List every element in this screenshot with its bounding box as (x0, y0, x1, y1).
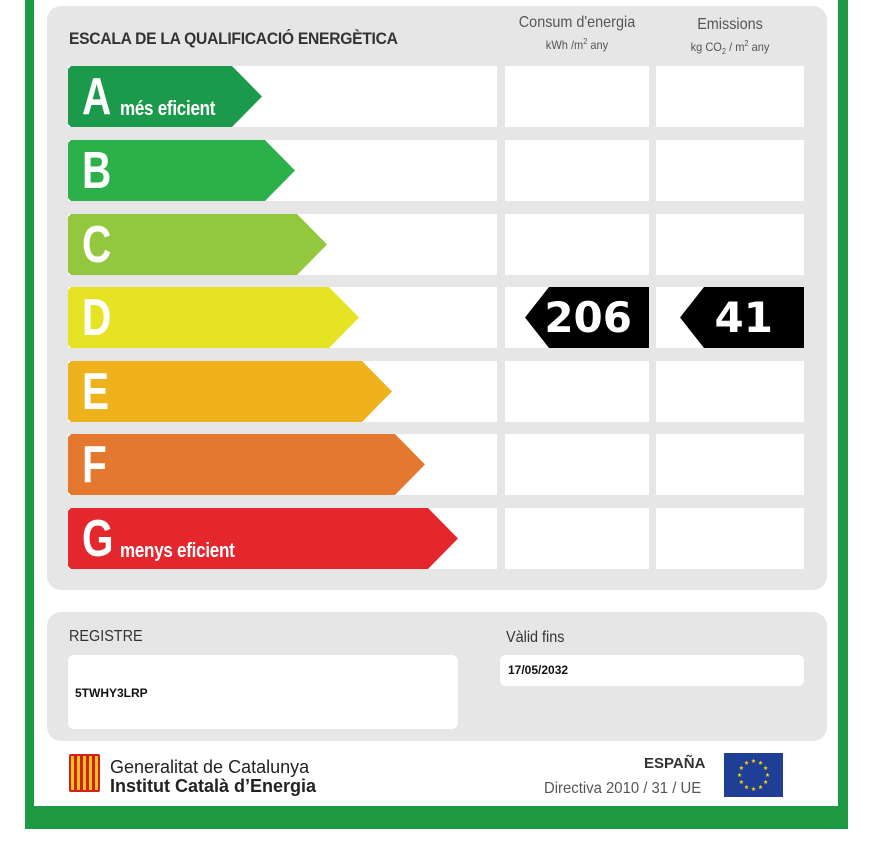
class-arrow-c (68, 214, 327, 275)
emissions-cell-c (656, 214, 804, 275)
class-letter: D (82, 289, 112, 347)
consum-cell-e (505, 361, 649, 422)
emissions-indicator (680, 287, 804, 348)
directive-label: Directiva 2010 / 31 / UE (544, 780, 702, 797)
emissions-cell-f (656, 434, 804, 495)
class-sublabel: menys eficient (120, 540, 235, 562)
scale-title: ESCALA DE LA QUALIFICACIÓ ENERGÈTICA (69, 29, 398, 48)
class-arrow-b (68, 140, 295, 201)
emissions-cell-e (656, 361, 804, 422)
class-arrow-d (68, 287, 359, 348)
country-label: ESPAÑA (644, 755, 706, 772)
emissions-cell-b (656, 140, 804, 201)
class-letter: F (82, 436, 107, 494)
class-arrow-a (68, 66, 262, 127)
emissions-unit: kg $CO_2 / m^2$ any (690, 39, 770, 56)
emissions-indicator-value: 41 (714, 293, 773, 342)
class-letter: E (82, 363, 110, 421)
class-arrow-e (68, 361, 392, 422)
class-letter: B (82, 142, 112, 200)
emissions-title: Emissions (697, 16, 763, 33)
consum-indicator-value: 206 (544, 293, 632, 342)
org-name-line2: Institut Català d’Energia (110, 776, 317, 796)
valid-until-value: 17/05/2032 (508, 663, 569, 677)
emissions-cell-g (656, 508, 804, 569)
class-letter: A (82, 68, 112, 126)
catalan-flag-icon (69, 754, 100, 792)
registre-label: REGISTRE (69, 628, 143, 645)
org-name-line1: Generalitat de Catalunya (110, 757, 310, 777)
consum-cell-g (505, 508, 649, 569)
valid-until-label: Vàlid fins (506, 629, 565, 646)
consum-cell-f (505, 434, 649, 495)
consum-cell-a (505, 66, 649, 127)
class-letter: C (82, 216, 112, 274)
consum-indicator (525, 287, 649, 348)
class-sublabel: més eficient (120, 98, 216, 120)
emissions-column-header (656, 16, 804, 56)
class-arrow-f (68, 434, 425, 495)
consum-unit: kWh $/m^2$ any (545, 37, 609, 52)
consum-title: Consum d'energia (518, 14, 636, 31)
eu-flag-icon (724, 753, 783, 797)
class-arrow-g (68, 508, 458, 569)
class-letter: G (82, 510, 114, 568)
registre-value: 5TWHY3LRP (75, 686, 148, 700)
consum-column-header (505, 14, 649, 52)
emissions-cell-a (656, 66, 804, 127)
consum-cell-c (505, 214, 649, 275)
consum-cell-b (505, 140, 649, 201)
